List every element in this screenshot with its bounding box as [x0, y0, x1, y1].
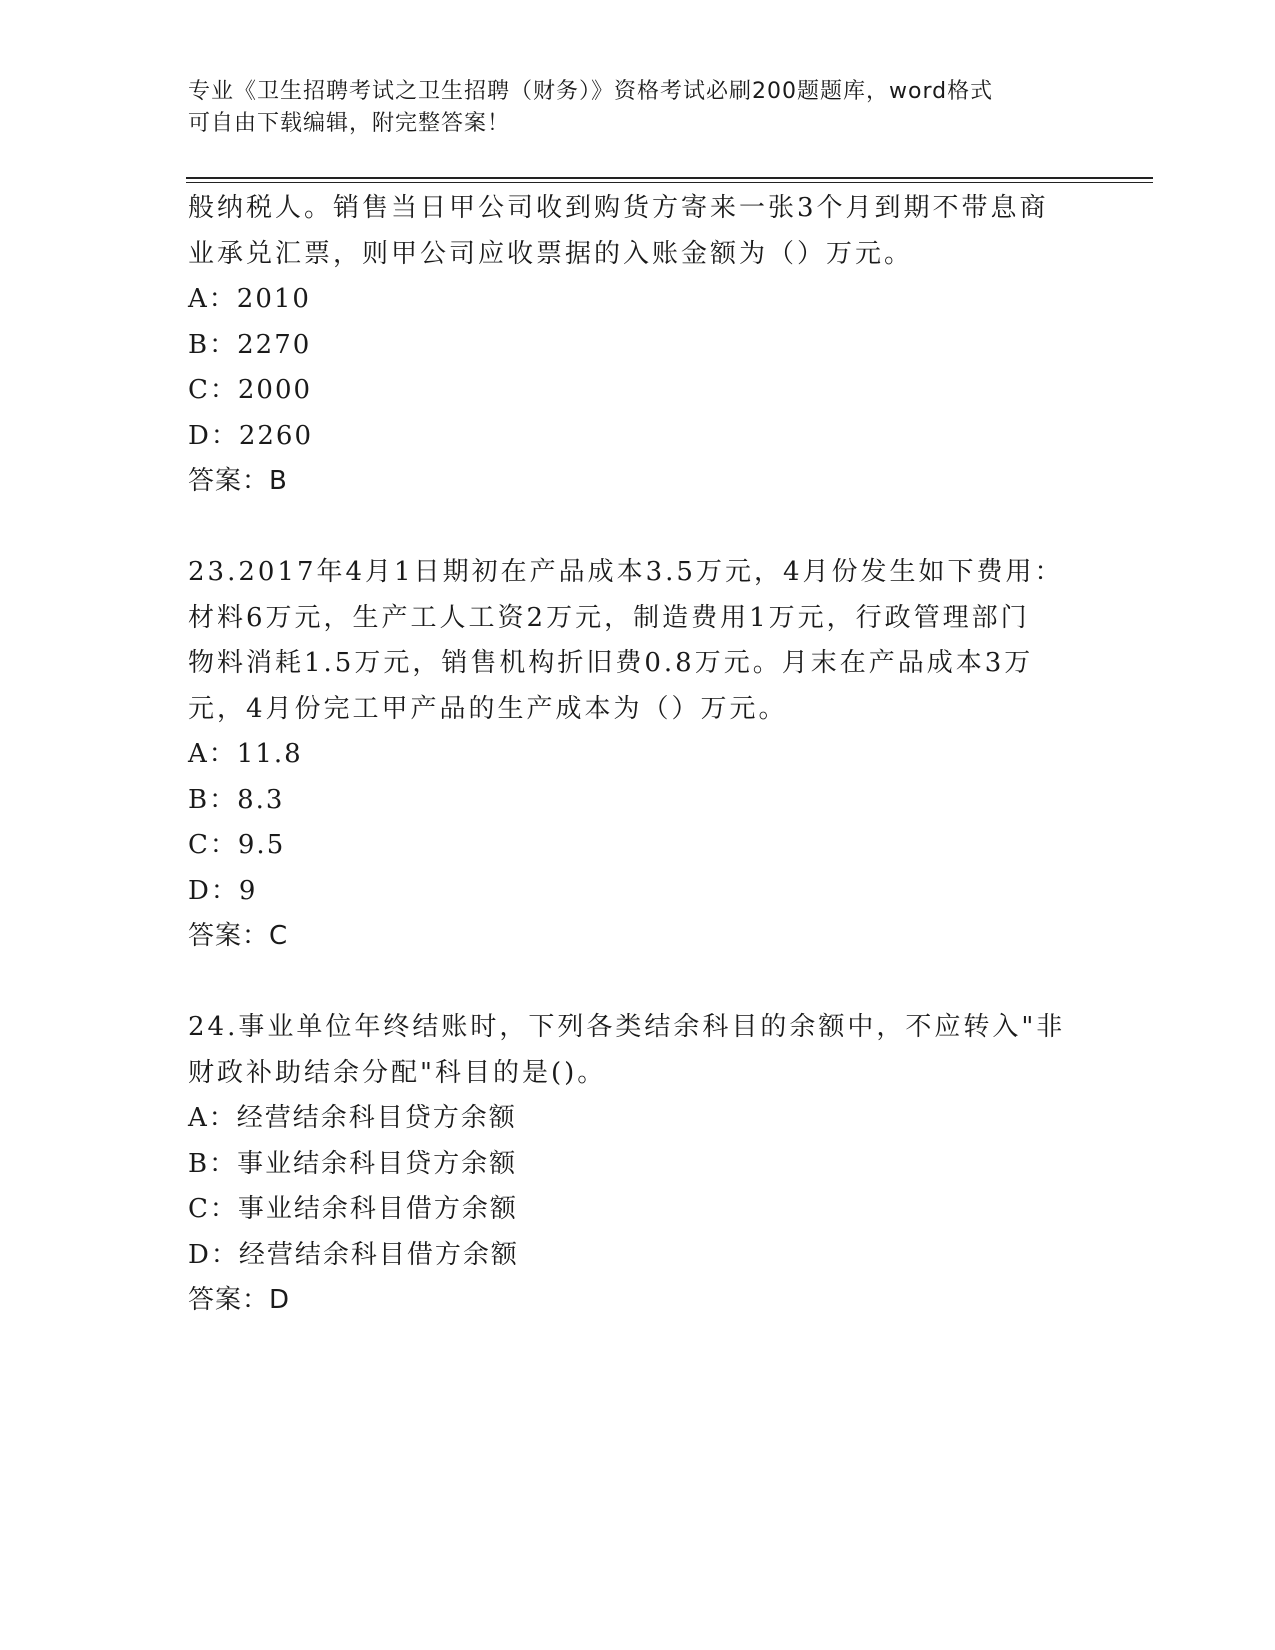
option-b: B：2270 [188, 329, 312, 360]
option-d: D：经营结余科目借方余额 [188, 1239, 519, 1270]
question-spacer [188, 505, 1068, 551]
option-c: C：2000 [188, 375, 313, 405]
question-text-line: 财政补助结余分配"科目的是()。 [188, 1057, 607, 1088]
question-text-line: 元，4月份完工甲产品的生产成本为（）万元。 [188, 693, 788, 724]
option-b: B：8.3 [188, 784, 285, 815]
option-a: A：2010 [188, 284, 311, 314]
question-text-line: 24.事业单位年终结账时，下列各类结余科目的余额中，不应转入"非 [188, 1012, 1066, 1042]
question-spacer [188, 960, 1068, 1006]
option-c: C：事业结余科目借方余额 [188, 1194, 518, 1224]
document-header [188, 76, 1068, 140]
header-line-2: 可自由下载编辑，附完整答案！ [188, 111, 511, 136]
option-c: C：9.5 [188, 830, 286, 860]
option-a: A：11.8 [188, 739, 303, 769]
question-text-line: 业承兑汇票，则甲公司应收票据的入账金额为（）万元。 [188, 238, 914, 269]
option-d: D：9 [188, 875, 258, 906]
header-divider-thick [186, 177, 1153, 179]
question-text-line: 23.2017年4月1日期初在产品成本3.5万元，4月份发生如下费用： [188, 557, 1064, 587]
question-block [188, 550, 1068, 960]
answer-line: 答案：D [188, 1285, 291, 1315]
option-a: A：经营结余科目贷方余额 [188, 1103, 517, 1133]
option-b: B：事业结余科目贷方余额 [188, 1148, 518, 1179]
answer-line: 答案：C [188, 921, 289, 951]
question-text-line: 材料6万元，生产工人工资2万元，制造费用1万元，行政管理部门 [188, 602, 1030, 633]
question-text-line: 物料消耗1.5万元，销售机构折旧费0.8万元。月末在产品成本3万 [188, 648, 1034, 678]
question-list [188, 186, 1068, 1324]
header-divider-thin [186, 182, 1153, 183]
question-block [188, 186, 1068, 505]
question-text-line: 般纳税人。销售当日甲公司收到购货方寄来一张3个月到期不带息商 [188, 193, 1049, 223]
header-line-1: 专业《卫生招聘考试之卫生招聘（财务）》资格考试必刷200题题库，word格式 [188, 79, 994, 104]
answer-line: 答案：B [188, 466, 288, 496]
option-d: D：2260 [188, 420, 314, 451]
question-block [188, 1005, 1068, 1324]
